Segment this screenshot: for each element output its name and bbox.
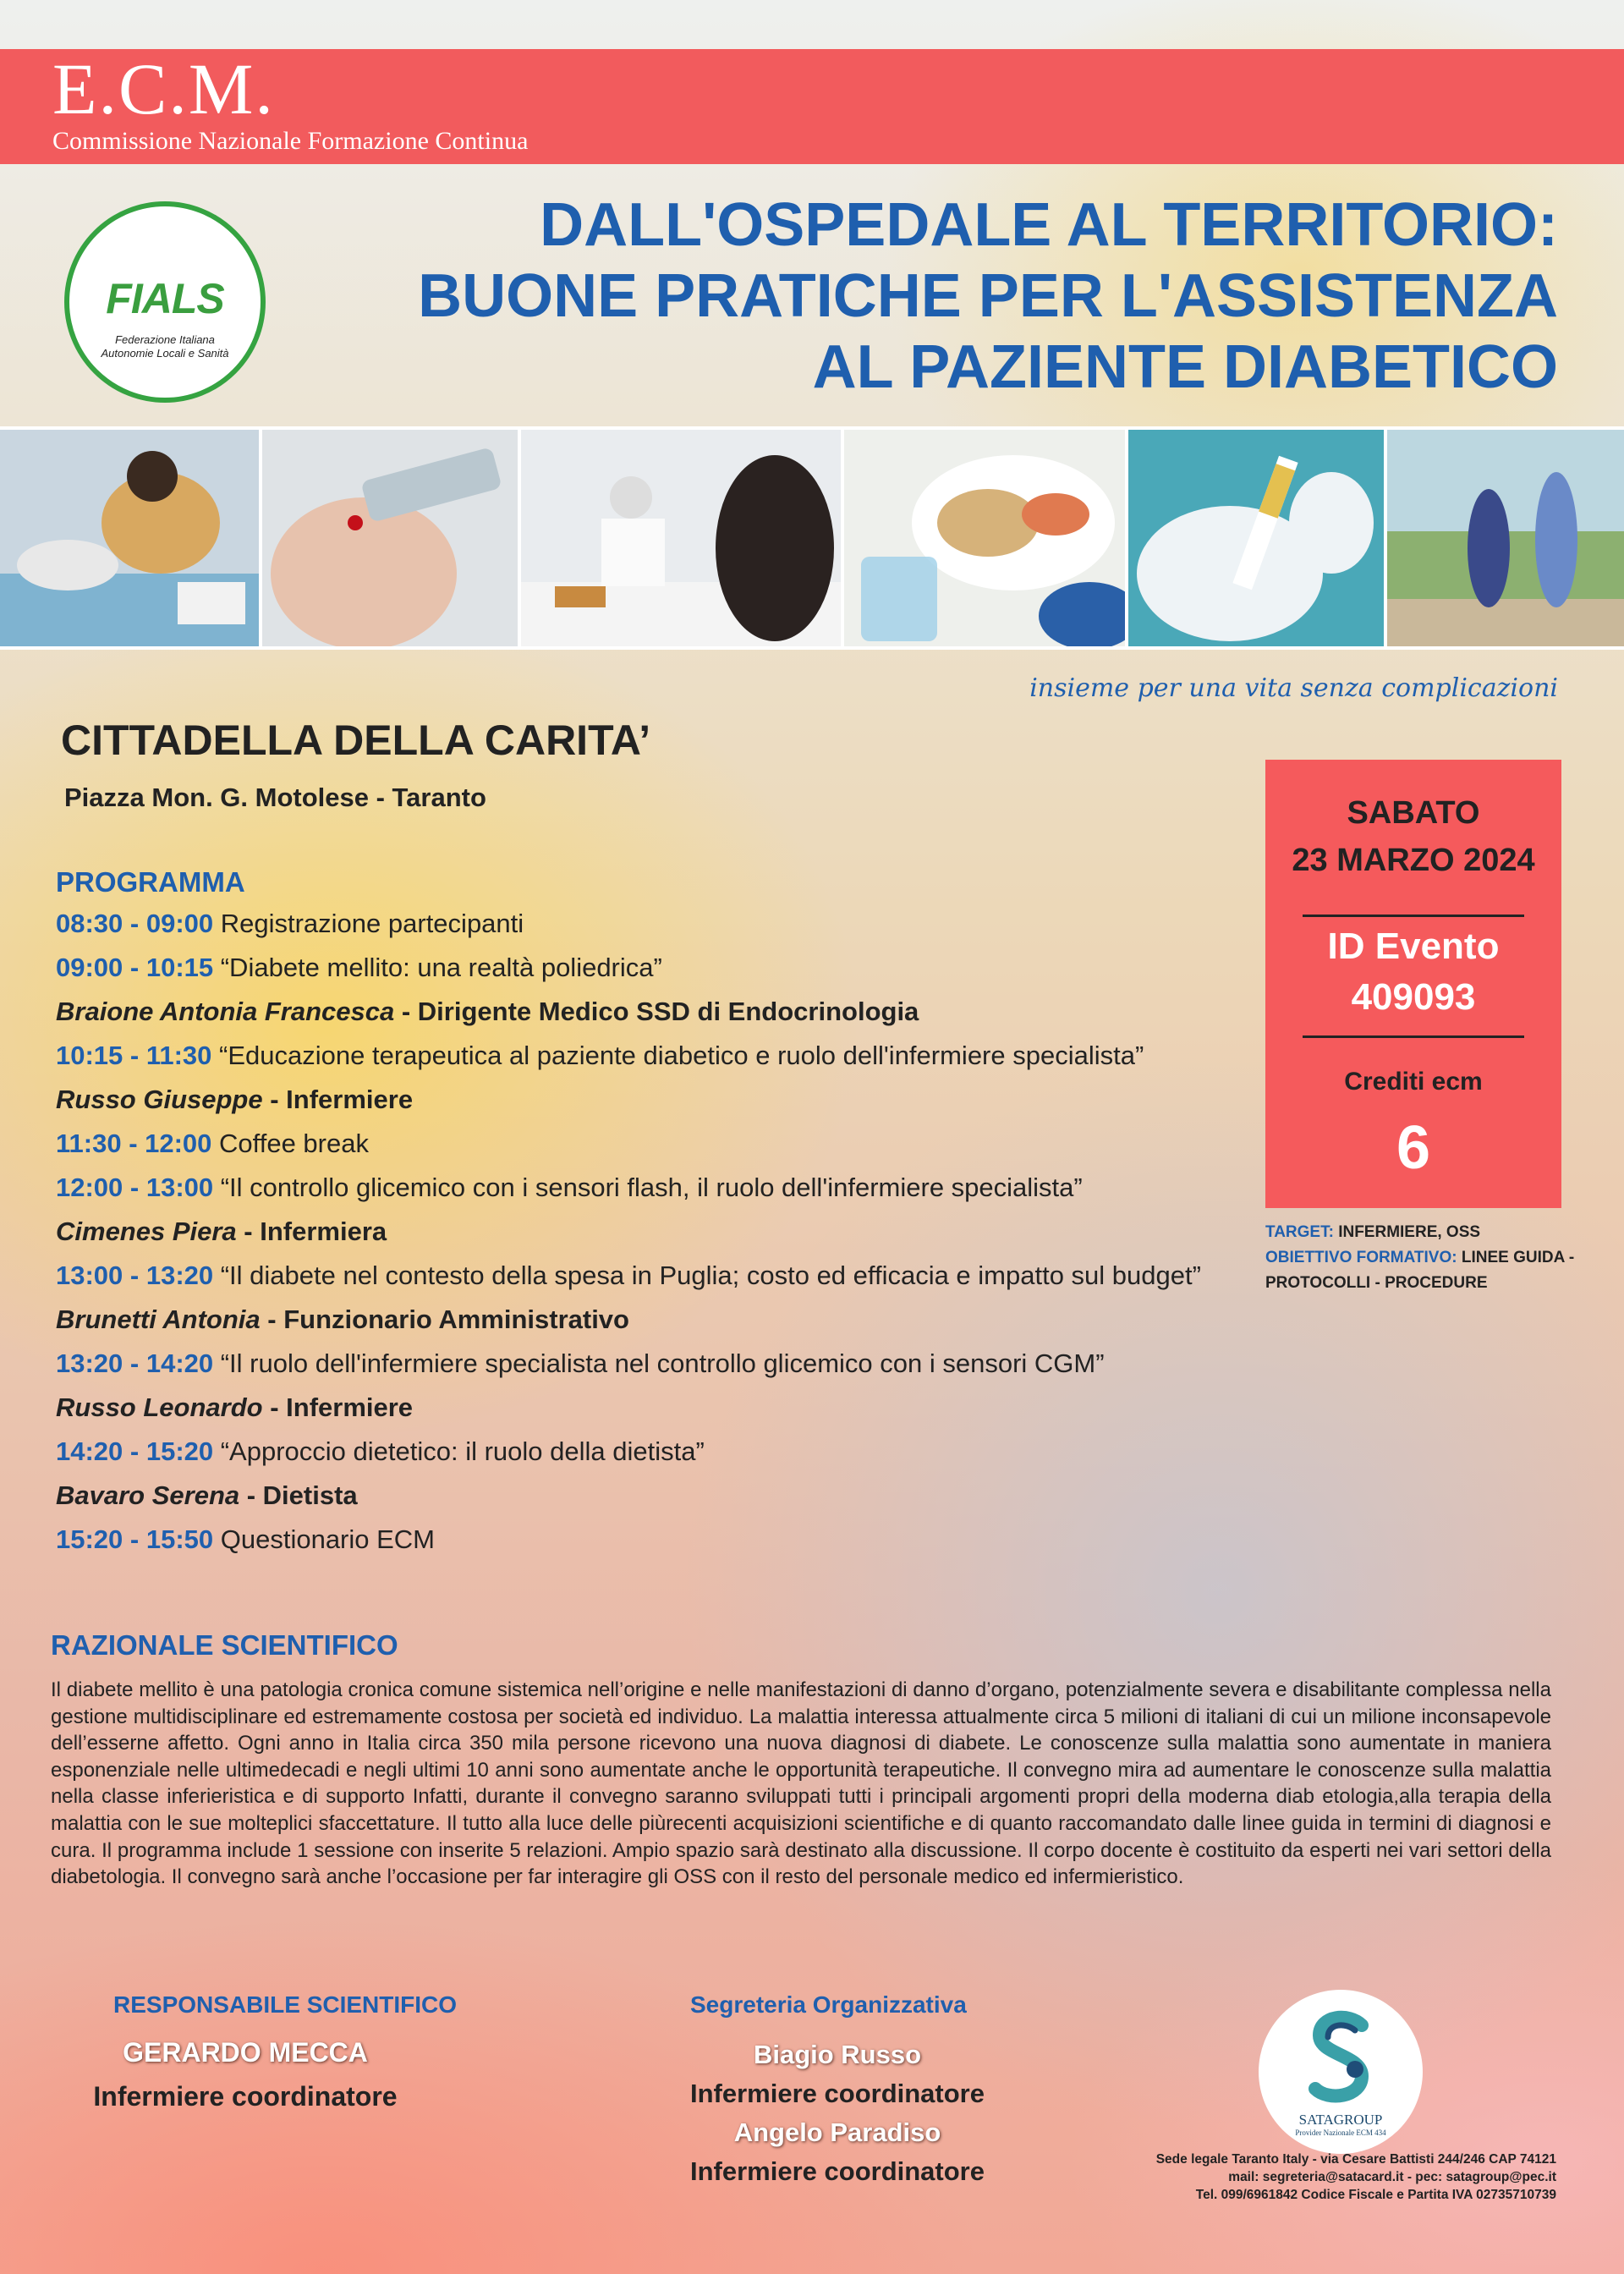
- responsabile-role: Infermiere coordinatore: [93, 2081, 398, 2112]
- event-id-label: ID Evento: [1327, 926, 1500, 967]
- objective-value: LINEE GUIDA - PROTOCOLLI - PROCEDURE: [1265, 1249, 1575, 1292]
- photo-nurse-patient: [0, 430, 259, 646]
- target-label: TARGET:: [1265, 1223, 1334, 1241]
- session-title: “Educazione terapeutica al paziente diabetico e ruolo dell'infermiere specialista”: [211, 1041, 1144, 1070]
- footer-email: mail: segreteria@satacard.it - pec: satagroup@pec.it: [1228, 2170, 1556, 2184]
- razionale-heading: RAZIONALE SCIENTIFICO: [51, 1629, 398, 1661]
- program-session: [56, 902, 1240, 946]
- program-speaker: [56, 1386, 1240, 1430]
- program-speaker: [56, 1210, 1240, 1254]
- program-speaker: [56, 1078, 1240, 1122]
- program-speaker: [56, 1298, 1240, 1342]
- session-time: 13:20 - 14:20: [56, 1348, 214, 1378]
- segreteria-heading: Segreteria Organizzativa: [690, 1991, 967, 2018]
- session-title: “Il controllo glicemico con i sensori flash, il ruolo dell'infermiere specialista”: [213, 1173, 1083, 1202]
- session-time: 10:15 - 11:30: [56, 1041, 212, 1070]
- session-time: 14:20 - 15:20: [56, 1436, 214, 1466]
- photo-strip: [0, 426, 1624, 650]
- photo-consultation: [521, 430, 841, 646]
- speaker-name: Braione Antonia Francesca: [56, 997, 395, 1026]
- program-list: [56, 902, 1240, 1562]
- segreteria-name-1: Biagio Russo: [753, 2040, 922, 2069]
- session-time: 08:30 - 09:00: [56, 909, 214, 938]
- session-time: 12:00 - 13:00: [56, 1173, 214, 1202]
- segreteria-role-1: Infermiere coordinatore: [690, 2079, 985, 2108]
- program-session: [56, 1254, 1240, 1298]
- fials-logo-text: FIALS: [106, 275, 224, 322]
- speaker-name: Russo Leonardo: [56, 1392, 263, 1422]
- segreteria-role-2: Infermiere coordinatore: [690, 2156, 985, 2186]
- date-box-divider: [1303, 1035, 1524, 1038]
- speaker-role: - Infermiere: [262, 1392, 414, 1422]
- event-title-line2: BUONE PRATICHE PER L'ASSISTENZA: [418, 262, 1558, 330]
- ecm-subtitle: Commissione Nazionale Formazione Continua: [52, 127, 529, 155]
- fials-sub-line2: Autonomie Locali e Sanità: [101, 347, 229, 360]
- photo-healthy-meal: [844, 430, 1125, 646]
- target-info: [1265, 1220, 1604, 1296]
- footer-address: Sede legale Taranto Italy - via Cesare Battisti 244/246 CAP 74121: [1155, 2152, 1556, 2167]
- segreteria-name-2: Angelo Paradiso: [733, 2117, 941, 2147]
- objective-line: [1265, 1245, 1604, 1296]
- program-session: [56, 1122, 1240, 1166]
- event-title-line3: AL PAZIENTE DIABETICO: [812, 333, 1558, 401]
- satagroup-s-icon: [1303, 2008, 1379, 2110]
- program-session: [56, 1518, 1240, 1562]
- satagroup-subtitle: Provider Nazionale ECM 434: [1295, 2128, 1386, 2137]
- credits-label: Crediti ecm: [1344, 1068, 1483, 1096]
- program-speaker: [56, 990, 1240, 1034]
- session-title: “Diabete mellito: una realtà poliedrica”: [213, 953, 662, 982]
- session-title: “Il ruolo dell'infermiere specialista nel controllo glicemico con i sensori CGM”: [213, 1348, 1105, 1378]
- speaker-name: Bavaro Serena: [56, 1480, 240, 1510]
- program-session: [56, 1166, 1240, 1210]
- footer-contacts: [1100, 2150, 1556, 2204]
- program-session: [56, 1342, 1240, 1386]
- speaker-name: Cimenes Piera: [56, 1217, 237, 1246]
- program-session: [56, 1034, 1240, 1078]
- target-line: [1265, 1220, 1604, 1245]
- event-date: 23 MARZO 2024: [1292, 843, 1535, 878]
- speaker-role: - Funzionario Amministrativo: [260, 1305, 629, 1334]
- event-title: [374, 190, 1558, 403]
- speaker-role: - Dirigente Medico SSD di Endocrinologia: [394, 997, 919, 1026]
- event-id-value: 409093: [1351, 976, 1476, 1018]
- speaker-role: - Dietista: [239, 1480, 358, 1510]
- program-session: [56, 1430, 1240, 1474]
- responsabile-name: GERARDO MECCA: [123, 2037, 368, 2068]
- session-time: 15:20 - 15:50: [56, 1524, 214, 1554]
- venue-name: CITTADELLA DELLA CARITA’: [61, 717, 651, 764]
- photo-test-strip: [1128, 430, 1384, 646]
- razionale-text: Il diabete mellito è una patologia cronica comune sistemica nell’origine e nelle manifestazioni di danno d’organo, potenzialmente severa e disabilitante complessa nella gestione multidisciplinare ed estremamente costosa per società ed individuo. La malattia interessa attualmente circa 5 milioni di italiani di cui un milione inconsapevole dell’esserne affetto. Ogni anno in Italia circa 350 mila persone ricevono una nuova diagnosi di diabete. Le conoscenze sulla malattia sono aumentate in maniera esponenziale nelle ultimedecadi e negli ultimi 10 anni sono aumentate anche le opportunità terapeutiche. Il convegno mira ad aumentare le conoscenze sulla malattia nella classe inferieristica e di supporto Infatti, durante il convegno saranno sviluppati tutti i principali argomenti propri della moderna diab etologia,alla terapia della malattia con le sue molteplici sfaccettature. Il tutto alla luce delle piùrecenti acquisizioni scientifiche e di quanto raccomandato dalle linee guida in termini di diagnosi e cura. Il programma include 1 sessione con inserite 5 relazioni. Ampio spazio sarà destinato alla discussione. Il corpo docente è costituito da esperti nei vari settori della diabetologia. Il convegno sarà anche l’occasione per far interagire gli OSS con il resto del personale medico ed infermieristico.: [51, 1678, 1551, 1889]
- session-time: 11:30 - 12:00: [56, 1129, 212, 1158]
- credits-value: 6: [1396, 1114, 1431, 1182]
- segreteria-contacts: [643, 2035, 1032, 2191]
- event-date-box: [1265, 760, 1561, 1208]
- session-title: “Approccio dietetico: il ruolo della dietista”: [213, 1436, 705, 1466]
- responsabile-heading: RESPONSABILE SCIENTIFICO: [113, 1991, 458, 2018]
- speaker-name: Russo Giuseppe: [56, 1085, 263, 1114]
- target-value: INFERMIERE, OSS: [1333, 1223, 1481, 1241]
- date-box-divider: [1303, 915, 1524, 917]
- photo-walking: [1387, 430, 1624, 646]
- program-session: [56, 946, 1240, 990]
- footer-phone: Tel. 099/6961842 Codice Fiscale e Partita IVA 02735710739: [1195, 2188, 1556, 2202]
- speaker-role: - Infermiere: [262, 1085, 414, 1114]
- fials-logo: [64, 201, 266, 403]
- satagroup-logo: [1259, 1990, 1423, 2154]
- event-day: SABATO: [1347, 795, 1480, 831]
- objective-label: OBIETTIVO FORMATIVO:: [1265, 1249, 1457, 1266]
- session-title: “Il diabete nel contesto della spesa in Puglia; costo ed efficacia e impatto sul budget”: [213, 1261, 1201, 1290]
- session-time: 09:00 - 10:15: [56, 953, 214, 982]
- program-heading: PROGRAMMA: [56, 866, 245, 898]
- speaker-role: - Infermiera: [236, 1217, 387, 1246]
- session-time: 13:00 - 13:20: [56, 1261, 214, 1290]
- event-motto: insieme per una vita senza complicazioni: [1029, 673, 1558, 703]
- program-speaker: [56, 1474, 1240, 1518]
- session-title: Questionario ECM: [213, 1524, 436, 1554]
- session-title: Coffee break: [211, 1129, 369, 1158]
- fials-sub-line1: Federazione Italiana: [115, 333, 215, 346]
- speaker-name: Brunetti Antonia: [56, 1305, 261, 1334]
- event-title-line1: DALL'OSPEDALE AL TERRITORIO:: [540, 191, 1558, 259]
- ecm-title: E.C.M.: [52, 48, 275, 129]
- fials-logo-subtitle: [69, 333, 261, 360]
- photo-glucose-test: [262, 430, 518, 646]
- satagroup-name: SATAGROUP: [1298, 2112, 1383, 2128]
- session-title: Registrazione partecipanti: [213, 909, 524, 938]
- venue-address: Piazza Mon. G. Motolese - Taranto: [64, 783, 486, 812]
